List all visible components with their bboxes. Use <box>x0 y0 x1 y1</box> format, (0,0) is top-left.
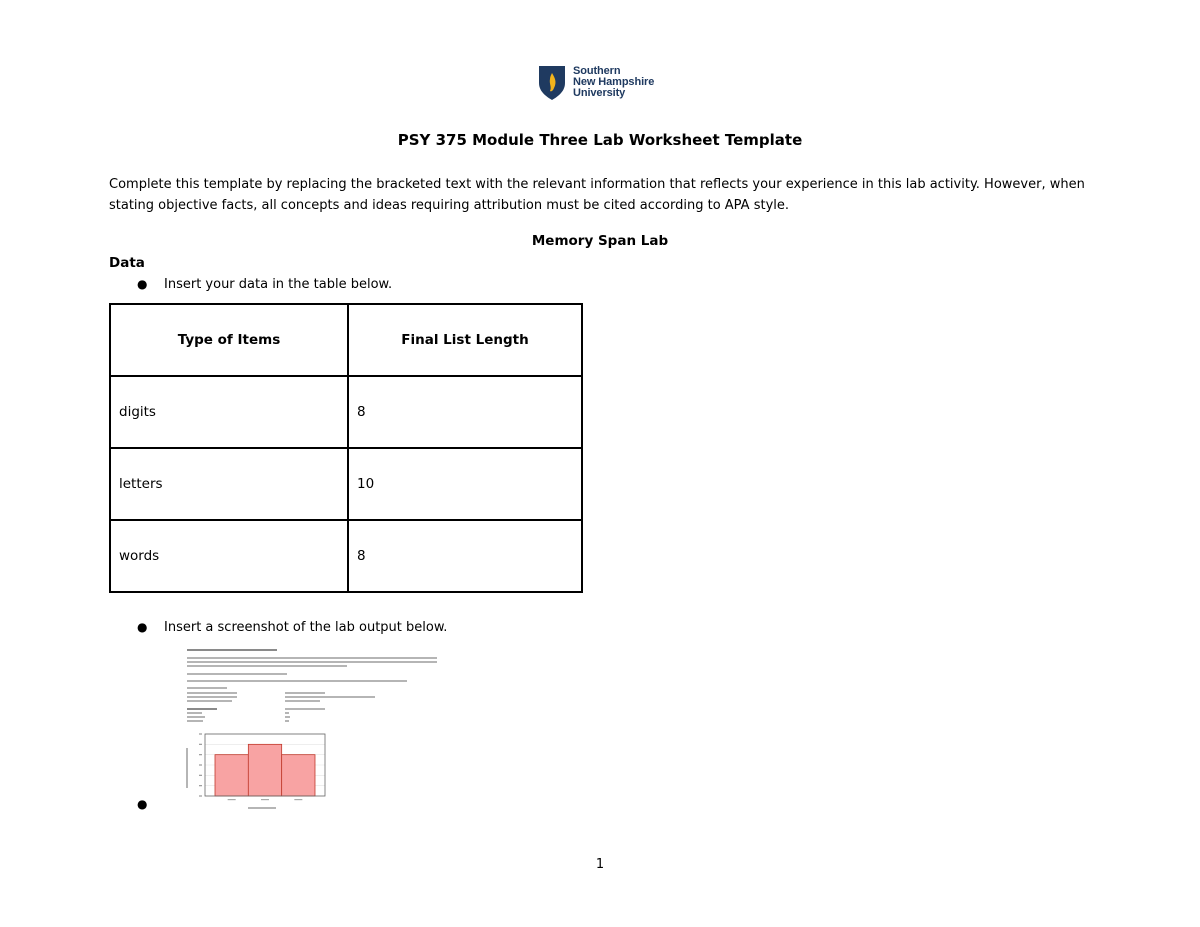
university-logo <box>538 65 668 105</box>
y-tick <box>199 764 202 765</box>
logo-text <box>573 66 654 99</box>
logo-line-1: Southern <box>573 65 621 77</box>
logo-line-3: University <box>573 87 626 99</box>
section-title: Memory Span Lab <box>531 233 669 249</box>
table-row <box>110 376 582 448</box>
bullet-icon: ● <box>137 277 148 291</box>
shield-flame-icon <box>538 65 566 101</box>
table-row <box>110 520 582 592</box>
lab-output-screenshot <box>175 647 445 817</box>
x-tick-label <box>261 799 269 800</box>
document-title: PSY 375 Module Three Lab Worksheet Template <box>397 131 803 149</box>
bullet-icon: ● <box>137 797 148 811</box>
bullet-text: Insert your data in the table below. <box>164 277 393 292</box>
data-heading: Data <box>109 255 145 271</box>
y-tick <box>199 795 202 796</box>
table-header-row <box>110 304 582 376</box>
table-header-cell: Final List Length <box>348 304 582 376</box>
table-row <box>110 448 582 520</box>
x-tick-label <box>294 799 302 800</box>
bar <box>282 755 315 796</box>
table-cell: digits <box>110 376 348 448</box>
y-tick <box>199 754 202 755</box>
x-tick-label <box>228 799 236 800</box>
table-cell: 10 <box>348 448 582 520</box>
logo-line-2: New Hampshire <box>573 76 655 88</box>
x-axis-label <box>248 807 276 809</box>
y-axis-label <box>186 748 188 788</box>
table-cell: letters <box>110 448 348 520</box>
table-cell: words <box>110 520 348 592</box>
y-tick <box>199 785 202 786</box>
bar-chart <box>183 730 343 815</box>
y-tick <box>199 733 202 734</box>
data-table <box>109 303 583 593</box>
y-tick <box>199 775 202 776</box>
bullet-icon: ● <box>137 620 148 634</box>
intro-paragraph: Complete this template by replacing the bracketed text with the relevant information that reflects your experience in this lab activity. However, when stating objective facts, all concepts and ideas requiring attribution must be cited according to APA style. <box>109 177 1085 213</box>
y-tick <box>199 744 202 745</box>
page-number: 1 <box>595 857 605 872</box>
bullet-text: Insert a screenshot of the lab output below. <box>164 620 448 635</box>
table-header-cell: Type of Items <box>110 304 348 376</box>
bar <box>248 744 281 796</box>
bar <box>215 755 248 796</box>
table-cell: 8 <box>348 520 582 592</box>
table-cell: 8 <box>348 376 582 448</box>
